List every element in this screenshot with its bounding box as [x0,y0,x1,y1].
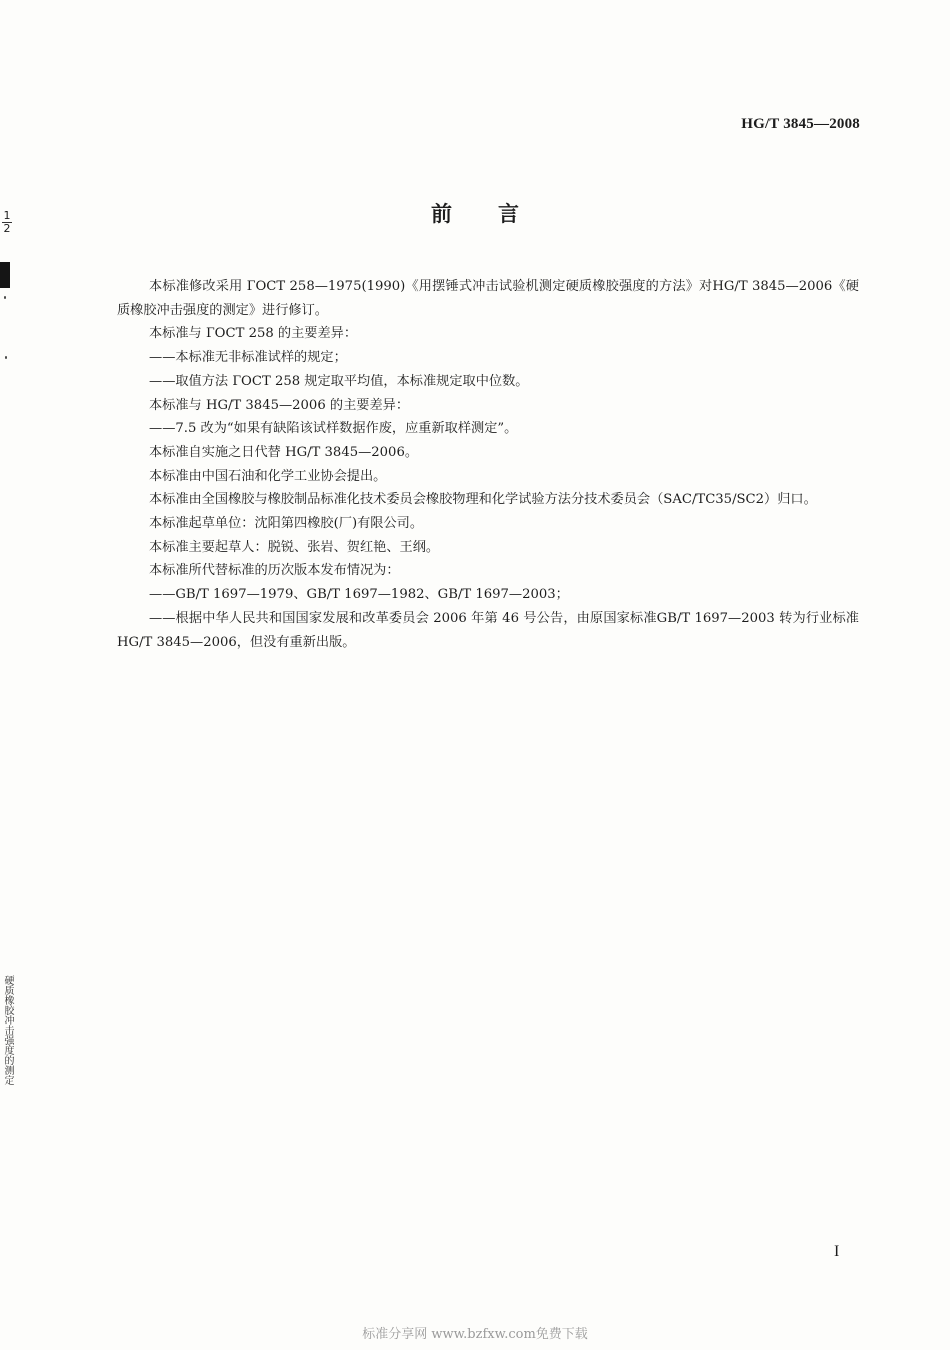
paragraph-drafting-unit: 本标准起草单位：沈阳第四橡胶(厂)有限公司。 [149,516,424,532]
page-title: 前言 [431,202,565,226]
foreword-body [117,275,859,654]
standard-code: HG/T 3845—2008 [741,116,860,132]
paragraph-diff-gost-heading: 本标准与 ГОСТ 258 的主要差异： [149,326,358,342]
margin-fraction-numerator: 1 [3,209,11,222]
margin-speck [4,296,6,299]
margin-speck [5,356,7,359]
margin-fraction-denominator: 2 [3,222,11,235]
list-item-history-1: ——GB/T 1697—1979、GB/T 1697—1982、GB/T 1697—2003； [149,587,569,603]
paragraph-drafters: 本标准主要起草人：脱锐、张岩、贺红艳、王纲。 [149,539,440,555]
paragraph-administered-by: 本标准由全国橡胶与橡胶制品标准化技术委员会橡胶物理和化学试验方法分技术委员会（SAC/TC35/SC2）归口。 [149,492,817,508]
watermark: 标准分享网 www.bzfxw.com免费下载 [362,1327,588,1342]
margin-fraction [2,210,12,235]
list-item-diff-hgt-1: ——7.5 改为“如果有缺陷该试样数据作废，应重新取样测定”。 [149,421,518,437]
paragraph-adoption: 本标准修改采用 ГОСТ 258—1975(1990)《用摆锤式冲击试验机测定硬质橡胶强度的方法》对HG/T 3845—2006《硬质橡胶冲击强度的测定》进行修订。 [117,279,859,318]
paragraph-diff-hgt-heading: 本标准与 HG/T 3845—2006 的主要差异： [149,397,410,413]
spine-title: 硬质橡胶冲击强度的测定 [2,975,13,1085]
margin-black-bar [0,262,10,288]
list-item-diff-gost-1: ——本标准无非标准试样的规定； [149,350,347,366]
list-item-diff-gost-2: ——取值方法 ГОСТ 258 规定取平均值，本标准规定取中位数。 [149,373,529,389]
paragraph-proposed-by: 本标准由中国石油和化学工业协会提出。 [149,468,387,484]
paragraph-replaces: 本标准自实施之日代替 HG/T 3845—2006。 [149,444,419,460]
page-number: I [834,1243,840,1260]
list-item-history-2: ——根据中华人民共和国国家发展和改革委员会 2006 年第 46 号公告，由原国家标准GB/T 1697—2003 转为行业标准 HG/T 3845—2006，但没有重新出版。 [117,610,859,650]
paragraph-history-heading: 本标准所代替标准的历次版本发布情况为： [149,563,400,579]
